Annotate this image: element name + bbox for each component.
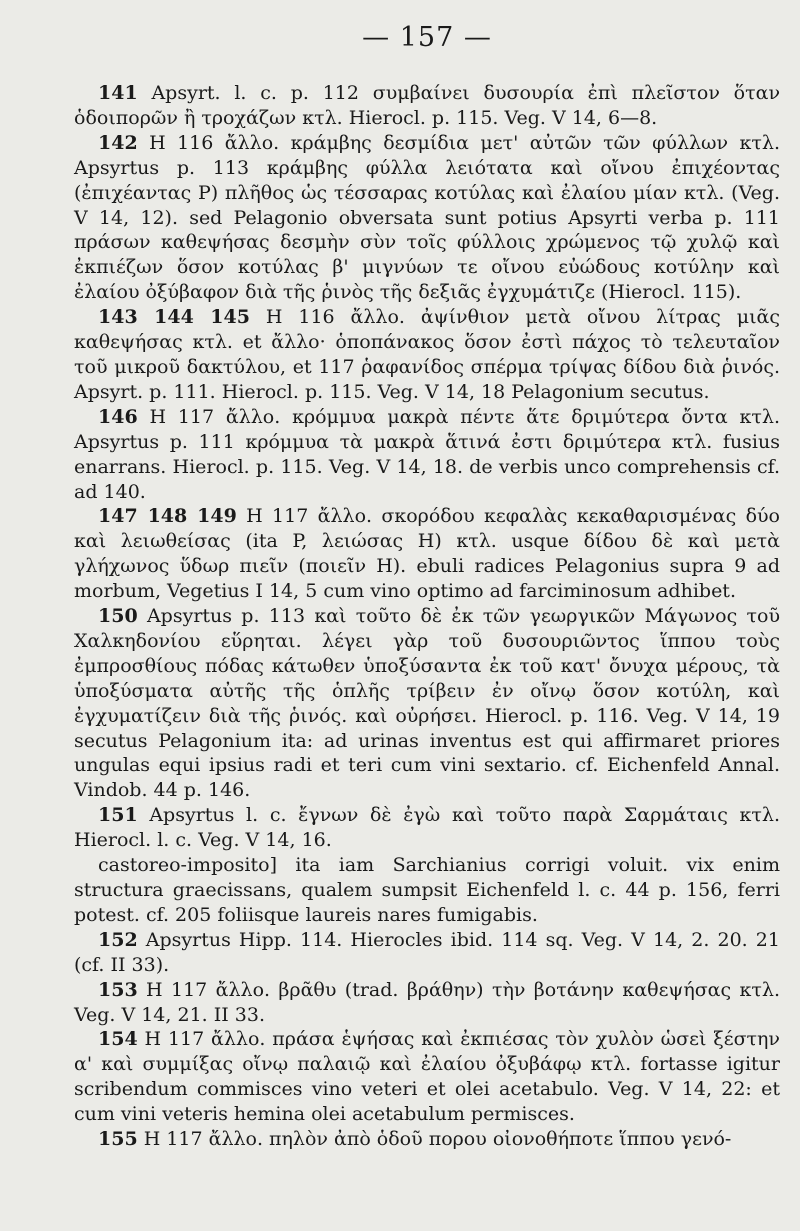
entry-number: 141: [98, 82, 138, 104]
entry-text: Apsyrtus p. 113 καὶ τοῦτο δὲ ἐκ τῶν γεωργικῶν Μάγωνος τοῦ Χαλκηδονίου εὕρηται. λέγει γὰρ τοῦ δυσουριῶντος ἵππου τοὺς ἐμπροσθίους πόδας κάτωθεν ὑποξύσαντα ἐκ τοῦ κατ' ὄνυχα μέρους, τὰ ὑποξύσματα αὐτῆς τῆς ὁπλῆς τρίβειν ἐν οἴνῳ ὅσον κοτύλη, καὶ ἐγχυματίζειν διὰ τῆς ῥινός. καὶ οὐρήσει. Hierocl. p. 116. Veg. V 14, 19 secutus Pelagonium ita: ad urinas inventus est qui affirmaret priores ungulas equi ipsius radi et teri cum vini sextario. cf. Eichenfeld Annal. Vindob. 44 p. 146.: [74, 605, 780, 802]
entry-147-149: [74, 504, 780, 604]
entry-143-145: [74, 305, 780, 405]
entry-146: [74, 405, 780, 505]
entry-text: H 117 ἄλλο. σκορόδου κεφαλὰς κεκαθαρισμένας δύο καὶ λειωθείσας (ita P, λειώσας H) κτλ. usque δίδου δὲ καὶ μετὰ γλήχωνος ὕδωρ πιεῖν (ποιεῖν H). ebuli radices Pelagonius supra 9 ad morbum, Vegetius I 14, 5 cum vino optimo ad farciminosum adhibet.: [74, 505, 780, 603]
entry-text: H 117 ἄλλο. βρᾶθυ (trad. βράθην) τὴν βοτάνην καθεψήσας κτλ. Veg. V 14, 21. II 33.: [74, 978, 780, 1026]
entry-text: Apsyrtus Hipp. 114. Hierocles ibid. 114 sq. Veg. V 14, 2. 20. 21 (cf. II 33).: [74, 928, 780, 976]
entry-number: 142: [98, 131, 138, 154]
entry-text: castoreo-imposito] ita iam Sarchianius corrigi voluit. vix enim structura graecissans, qualem sumpsit Eichenfeld l. c. 44 p. 156, ferri potest. cf. 205 foliisque laureis nares fumigabis.: [74, 854, 780, 926]
entry-number: 153: [98, 978, 138, 1001]
entry-141: [74, 81, 780, 131]
entry-text: H 116 ἄλλο. κράμβης δεσμίδια μετ' αὐτῶν τῶν φύλλων κτλ. Apsyrtus p. 113 κράμβης φύλλα λειότατα καὶ οἴνου ἐπιχέοντας (ἐπιχέαντας P) πλῆθος ὡς τέσσαρας κοτύλας καὶ ἐλαίου μίαν κτλ. (Veg. V 14, 12). sed Pelagonio obversata sunt potius Apsyrti verba p. 111 πράσων καθεψήσας δεσμὴν σὺν τοῖς φύλλοις χρώμενος τῷ χυλῷ καὶ ἐκπιέζων ὅσον κοτύλας β' μιγνύων τε οἴνου εὐώδους κοτύλην καὶ ἐλαίου ὀξύβαφον διὰ τῆς ῥινὸς τῆς δεξιᾶς ἐγχυμάτιζε (Hierocl. 115).: [74, 131, 780, 304]
entry-142: [74, 131, 780, 305]
entry-number: 143 144 145: [98, 306, 250, 329]
entry-text: H 117 ἄλλο. κρόμμυα μακρὰ πέντε ἅτε δριμύτερα ὄντα κτλ. Apsyrtus p. 111 κρόμμυα τὰ μακρὰ ἅτινά ἐστι δριμύτερα κτλ. fusius enarrans. Hierocl. p. 115. Veg. V 14, 18. de verbis unco comprehensis cf. ad 140.: [74, 405, 780, 503]
entry-153: [74, 978, 780, 1028]
entry-text: Apsyrtus l. c. ἔγνων δὲ ἐγὼ καὶ τοῦτο παρὰ Σαρμάταις κτλ. Hierocl. l. c. Veg. V 14, 16.: [74, 804, 780, 852]
commentary-entries: [74, 81, 780, 1152]
entry-number: 147 148 149: [98, 505, 237, 528]
entry-151-note: [74, 853, 780, 928]
entry-text: H 117 ἄλλο. πράσα ἑψήσας καὶ ἐκπιέσας τὸν χυλὸν ὡσεὶ ξέστην α' καὶ συμμίξας οἴνῳ παλαιῷ καὶ ἐλαίου ὀξυβάφῳ κτλ. fortasse igitur scribendum commisces vino veteri et olei acetabulo. Veg. V 14, 22: et cum vini veteris hemina olei acetabulum permisces.: [74, 1028, 780, 1126]
entry-number: 152: [98, 928, 138, 951]
entry-text: H 117 ἄλλο. πηλὸν ἀπὸ ὁδοῦ πορου οἰονοθήποτε ἵππου γενό-: [137, 1128, 732, 1151]
page-number: — 157 —: [362, 22, 492, 53]
entry-151: [74, 803, 780, 853]
entry-152: [74, 928, 780, 978]
entry-155: [74, 1127, 780, 1152]
entry-number: 151: [98, 804, 138, 827]
entry-154: [74, 1027, 780, 1127]
entry-number: 146: [98, 405, 138, 428]
entry-number: 150: [98, 605, 138, 628]
entry-150: [74, 604, 780, 803]
entry-text: H 116 ἄλλο. ἀψίνθιον μετὰ οἴνου λίτρας μιᾶς καθεψήσας κτλ. et ἄλλο· ὁποπάνακος ὅσον ἐστὶ πάχος τὸ τελευταῖον τοῦ μικροῦ δακτύλου, et 117 ῥαφανίδος σπέρμα τρίψας δίδου διὰ ῥινός. Apsyrt. p. 111. Hierocl. p. 115. Veg. V 14, 18 Pelagonium secutus.: [74, 306, 780, 403]
entry-text: Apsyrt. l. c. p. 112 συμβαίνει δυσουρία ἐπὶ πλεῖστον ὅταν ὁδοιπορῶν ἢ τροχάζων κτλ. Hierocl. p. 115. Veg. V 14, 6—8.: [74, 82, 780, 129]
entry-number: 154: [98, 1028, 138, 1051]
entry-number: 155: [98, 1128, 138, 1151]
